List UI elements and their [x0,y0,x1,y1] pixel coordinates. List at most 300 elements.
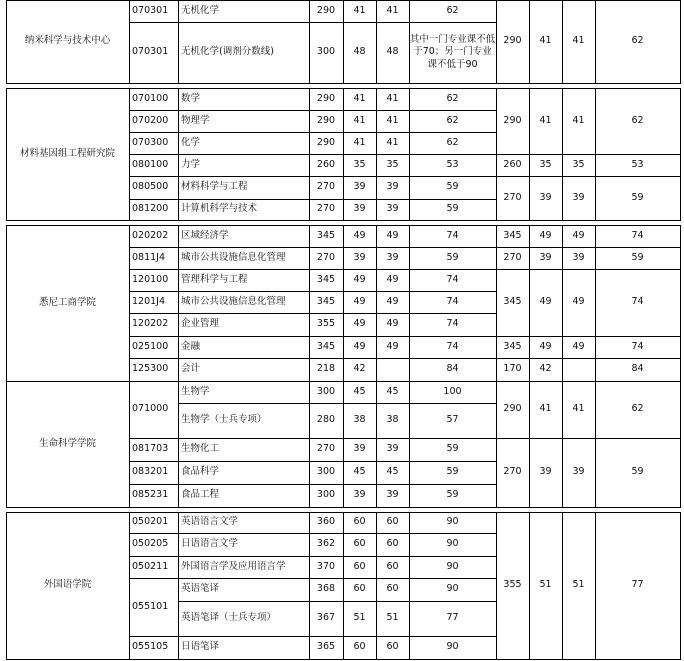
politics-score: 60 [353,516,366,528]
grid-line [309,176,310,200]
grid-line [595,336,596,359]
grid-line [595,0,596,84]
major-name: 无机化学(调剂分数线) [181,46,274,58]
national-politics: 39 [539,466,552,478]
grid-line [595,225,596,248]
total-score: 290 [316,136,336,148]
grid-line [178,636,179,660]
grid-line [376,176,377,200]
grid-line [309,0,310,23]
national-politics: 49 [539,296,552,308]
grid-line [129,220,178,221]
grid-line [496,358,680,359]
grid-line [409,0,410,23]
grid-line [309,199,310,221]
grid-line [129,22,178,23]
professional-score: 74 [446,318,459,330]
grid-line [178,83,496,84]
grid-line [496,83,680,84]
english-score: 60 [386,641,399,653]
total-score: 370 [316,560,336,572]
grid-line [343,358,344,382]
professional-score: 其中一门专业课不低于70；另一门专业课不低于90 [409,33,496,70]
grid-line [309,381,310,404]
grid-line [496,88,680,89]
national-professional: 77 [631,579,644,591]
grid-line [178,601,179,637]
grid-line [343,291,344,314]
professional-score: 59 [446,251,459,263]
total-score: 270 [316,181,336,193]
national-total: 260 [503,158,522,170]
grid-line [409,636,410,660]
grid-line [562,154,563,177]
grid-line [309,601,310,637]
grid-line [595,438,596,508]
professional-score: 77 [446,612,459,624]
grid-line [129,199,178,200]
grid-line [178,556,496,557]
professional-score: 59 [446,489,459,501]
politics-score: 38 [353,414,366,426]
major-code: 125300 [132,363,169,375]
grid-line [343,132,344,155]
professional-score: 53 [446,158,459,170]
grid-line [409,291,410,314]
national-english [562,358,595,381]
grid-line [178,512,179,534]
total-score: 300 [316,466,336,478]
grid-line [178,199,496,200]
total-score: 270 [316,251,336,263]
grid-line [409,358,410,382]
politics-score: 51 [353,612,366,624]
grid-line [376,313,377,337]
grid-line [129,132,178,133]
grid-line [409,176,410,200]
grid-line [343,578,344,602]
grid-line [129,291,178,292]
grid-line [343,154,344,177]
major-name: 外国语言学及应用语言学 [181,560,286,572]
national-english: 39 [572,251,585,263]
total-score: 300 [316,489,336,501]
grid-line [562,358,563,382]
grid-line [496,507,680,508]
grid-line [529,336,530,359]
grid-line [376,438,377,462]
grid-line [376,225,377,248]
english-score: 41 [386,114,399,126]
grid-line [129,438,178,439]
politics-score: 60 [353,560,366,572]
grid-line [595,154,596,177]
grid-line [343,512,344,534]
grid-line [343,438,344,462]
professional-score: 74 [446,229,459,241]
grid-line [178,247,179,270]
professional-score: 84 [446,363,459,375]
grid-line [129,636,178,637]
major-name: 食品工程 [181,489,220,501]
grid-line [376,154,377,177]
politics-score: 39 [353,203,366,215]
national-total: 355 [503,579,522,591]
grid-line [529,176,530,221]
grid-line [178,507,496,508]
grid-line [595,358,596,382]
grid-line [409,556,410,579]
major-code: 070100 [132,92,169,104]
grid-line [595,512,596,660]
major-name: 管理科学与工程 [181,273,248,285]
national-professional: 74 [631,229,644,241]
english-score: 41 [386,92,399,104]
grid-line [178,132,496,133]
grid-line [529,88,530,155]
grid-line [129,512,178,513]
grid-line [343,336,344,359]
grid-line [129,0,178,1]
major-code: 080500 [132,181,169,193]
grid-line [178,88,179,111]
grid-line [409,22,410,84]
total-score: 300 [316,46,336,58]
national-total: 345 [503,296,522,308]
national-english: 49 [572,229,585,241]
grid-line [496,381,680,382]
grid-line [129,88,178,89]
grid-line [129,176,178,177]
major-code: 070300 [132,136,169,148]
grid-line [680,381,681,508]
grid-line [178,336,496,337]
politics-score: 49 [353,295,366,307]
grid-line [496,247,680,248]
national-total: 345 [503,340,522,352]
politics-score: 49 [353,318,366,330]
grid-line [178,484,179,508]
national-politics: 35 [539,158,552,170]
national-total: 345 [503,229,522,241]
grid-line [6,381,7,508]
grid-line [309,438,310,462]
grid-line [529,381,530,439]
major-name: 区域经济学 [181,229,229,241]
grid-line [343,110,344,133]
total-score: 345 [316,295,336,307]
grid-line [680,0,681,84]
grid-line [129,556,178,557]
grid-line [129,381,178,382]
major-code: 070200 [132,114,169,126]
major-name: 化学 [181,136,201,148]
english-score: 60 [386,516,399,528]
grid-line [409,533,410,557]
major-code: 050205 [132,538,169,550]
grid-line [129,578,178,579]
grid-line [343,484,344,508]
grid-line [529,225,530,248]
national-politics: 39 [539,251,552,263]
grid-line [343,247,344,270]
grid-line [529,0,530,84]
grid-line [309,484,310,508]
grid-line [376,358,377,382]
grid-line [129,154,178,155]
national-total: 290 [503,114,522,126]
grid-line [529,438,530,508]
grid-line [595,176,596,221]
grid-line [178,176,179,200]
grid-line [409,601,410,637]
grid-line [309,88,310,111]
grid-line [376,484,377,508]
major-name: 城市公共设施信息化管理 [181,295,286,307]
grid-line [178,225,496,226]
grid-line [376,336,377,359]
grid-line [309,358,310,382]
professional-score: 74 [446,295,459,307]
english-score: 49 [386,318,399,330]
grid-line [309,336,310,359]
major-code: 020202 [132,229,169,241]
grid-line [409,438,410,462]
grid-line [178,403,179,439]
grid-line [680,225,681,382]
english-score: 41 [386,136,399,148]
national-english: 41 [572,114,585,126]
major-name: 食品科学 [181,466,220,478]
national-total: 290 [503,35,522,47]
grid-line [343,601,344,637]
grid-line [409,154,410,177]
grid-line [376,403,377,439]
english-score: 39 [386,443,399,455]
grid-line [178,533,496,534]
grid-line [178,291,179,314]
english-score: 51 [386,612,399,624]
professional-score: 90 [446,641,459,653]
grid-line [496,154,680,155]
grid-line [178,659,496,660]
professional-score: 59 [446,443,459,455]
national-english: 49 [572,296,585,308]
grid-line [376,88,377,111]
grid-line [496,176,680,177]
english-score: 38 [386,414,399,426]
professional-score: 62 [446,136,459,148]
major-name: 物理学 [181,114,210,126]
grid-line [178,291,496,292]
national-professional: 74 [631,340,644,352]
national-politics: 49 [539,340,552,352]
politics-score: 39 [353,443,366,455]
major-name: 计算机科学与技术 [181,203,258,215]
professional-score: 90 [446,560,459,572]
grid-line [309,578,310,602]
national-professional: 74 [631,296,644,308]
major-name: 生物化工 [181,443,220,455]
major-code: 1201J4 [132,295,166,307]
grid-line [562,0,563,84]
politics-score: 41 [353,4,366,16]
total-score: 300 [316,385,336,397]
grid-line [178,110,496,111]
grid-line [562,336,563,359]
grid-line [178,132,179,155]
grid-line [376,636,377,660]
grid-line [129,358,178,359]
national-professional: 53 [631,158,644,170]
national-english: 41 [572,403,585,415]
national-english: 39 [572,191,585,203]
politics-score: 45 [353,385,366,397]
grid-line [409,225,410,248]
national-english: 49 [572,340,585,352]
total-score: 270 [316,203,336,215]
total-score: 270 [316,443,336,455]
politics-score: 35 [353,158,366,170]
major-code: 050201 [132,516,169,528]
politics-score: 39 [353,181,366,193]
grid-line [409,381,410,404]
grid-line [178,247,496,248]
grid-line [178,381,179,404]
politics-score: 60 [353,538,366,550]
grid-line [376,247,377,270]
grid-line [343,88,344,111]
english-score: 35 [386,158,399,170]
national-professional: 62 [631,35,644,47]
grid-line [178,110,179,133]
grid-line [129,484,178,485]
total-score: 218 [316,363,336,375]
professional-score: 57 [446,414,459,426]
professional-score: 100 [443,385,462,397]
politics-score: 45 [353,466,366,478]
professional-score: 74 [446,273,459,285]
grid-line [562,88,563,155]
total-score: 345 [316,273,336,285]
total-score: 345 [316,229,336,241]
major-code: 050211 [132,560,169,572]
politics-score: 41 [353,136,366,148]
grid-line [562,269,563,337]
grid-line [178,438,496,439]
grid-line [178,313,496,314]
total-score: 362 [316,538,336,550]
grid-line [309,225,310,248]
grid-line [309,533,310,557]
major-code: 070301 [132,4,169,16]
major-name: 生物学 [181,385,210,397]
grid-line [309,22,310,84]
grid-line [178,269,179,292]
grid-line [129,247,178,248]
grid-line [343,22,344,84]
professional-score: 90 [446,538,459,550]
english-score: 39 [386,181,399,193]
major-code: 081200 [132,203,169,215]
total-score: 290 [316,92,336,104]
grid-line [178,88,496,89]
politics-score: 60 [353,641,366,653]
grid-line [178,154,496,155]
grid-line [178,22,179,84]
college-name: 材料基因组工程研究院 [19,147,115,159]
grid-line [562,176,563,221]
grid-line [409,578,410,602]
grid-line [178,358,179,382]
grid-line [409,199,410,221]
politics-score: 49 [353,340,366,352]
professional-score: 62 [446,92,459,104]
grid-line [376,512,377,534]
major-name: 无机化学 [181,4,220,16]
grid-line [529,358,530,382]
grid-line [178,336,179,359]
national-politics: 49 [539,229,552,241]
grid-line [376,269,377,292]
grid-line [562,247,563,270]
grid-line [129,110,178,111]
grid-line [409,247,410,270]
grid-line [178,512,496,513]
grid-line [343,269,344,292]
grid-line [309,132,310,155]
national-politics: 41 [539,114,552,126]
grid-line [680,88,681,221]
grid-line [178,199,179,221]
grid-line [129,269,178,270]
total-score: 260 [316,158,336,170]
major-code: 0811J4 [132,251,166,263]
grid-line [129,659,178,660]
english-score: 39 [386,251,399,263]
grid-line [129,461,178,462]
grid-line [496,438,680,439]
grid-line [343,636,344,660]
grid-line [178,461,496,462]
grid-line [529,247,530,270]
total-score: 280 [316,414,336,426]
professional-score: 59 [446,203,459,215]
grid-line [309,556,310,579]
major-name: 日语笔译 [181,641,220,653]
grid-line [496,225,680,226]
english-score: 39 [386,489,399,501]
major-name: 生物学（士兵专项） [181,414,267,426]
grid-line [129,533,178,534]
national-english: 35 [572,158,585,170]
grid-line [309,403,310,439]
major-code: 070301 [132,46,169,58]
major-name: 数学 [181,92,201,104]
grid-line [178,636,496,637]
major-name: 力学 [181,158,201,170]
grid-line [178,225,179,248]
national-total: 290 [503,403,522,415]
grid-line [178,556,179,579]
grid-line [376,601,377,637]
total-score: 345 [316,340,336,352]
english-score: 49 [386,273,399,285]
total-score: 365 [316,641,336,653]
grid-line [309,247,310,270]
grid-line [409,313,410,337]
grid-line [178,403,496,404]
